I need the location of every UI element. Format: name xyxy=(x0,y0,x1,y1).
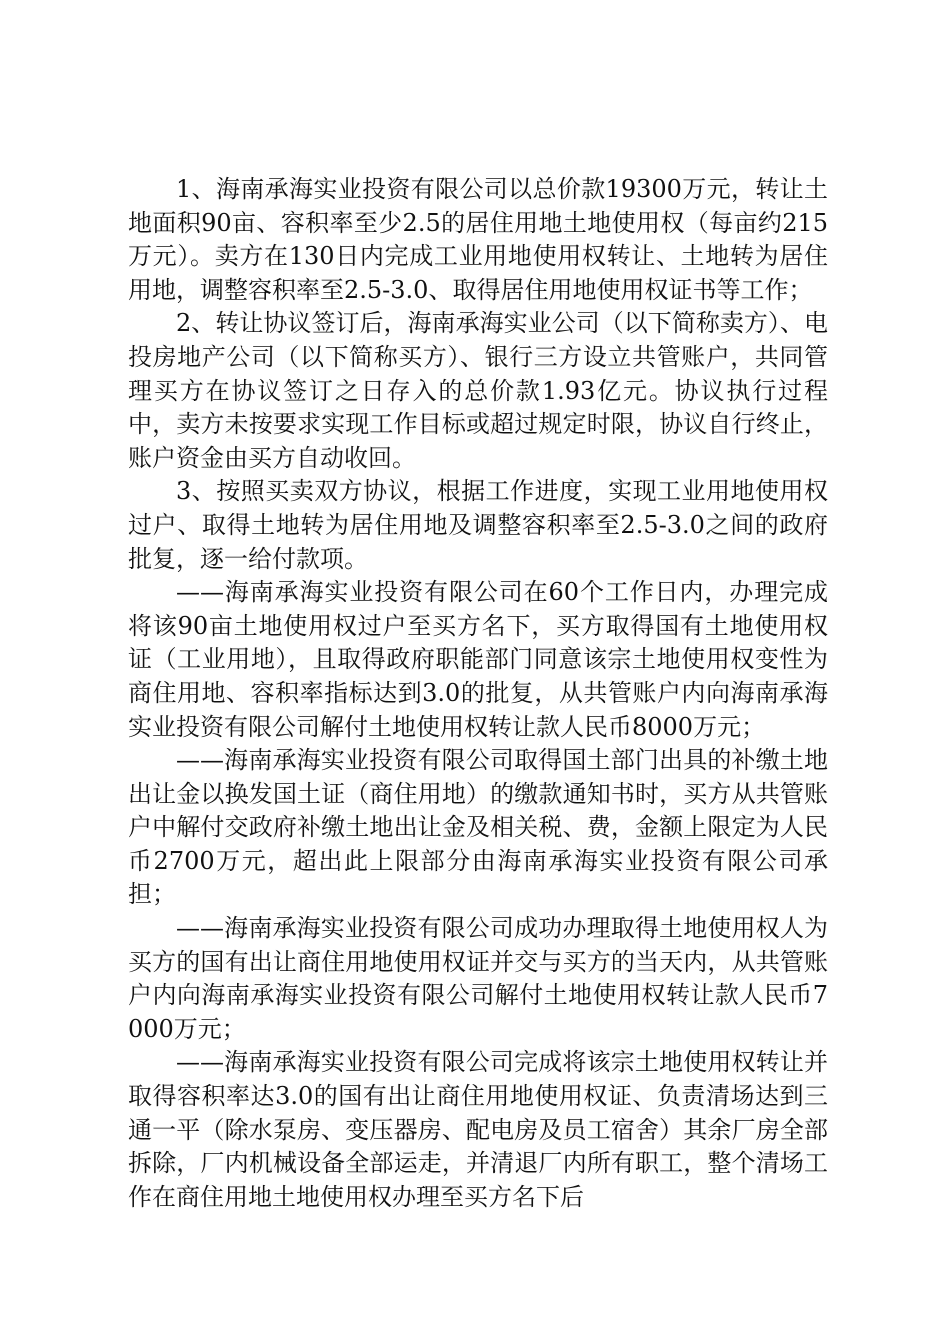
paragraph-5: ——海南承海实业投资有限公司取得国土部门出具的补缴土地出让金以换发国土证（商住用地）的缴款通知书时，买方从共管账户中解付交政府补缴土地出让金及相关税、费，金额上限定为人民币2700万元，超出此上限部分由海南承海实业投资有限公司承担； xyxy=(128,746,828,909)
document-body xyxy=(128,173,828,1214)
paragraph-6: ——海南承海实业投资有限公司成功办理取得土地使用权人为买方的国有出让商住用地使用权证并交与买方的当天内，从共管账户内向海南承海实业投资有限公司解付土地使用权转让款人民币7000万元； xyxy=(128,914,828,1043)
paragraph-1: 1、海南承海实业投资有限公司以总价款19300万元，转让土地面积90亩、容积率至少2.5的居住用地土地使用权（每亩约215万元）。卖方在130日内完成工业用地使用权转让、土地转为居住用地，调整容积率至2.5-3.0、取得居住用地使用权证书等工作； xyxy=(128,175,828,304)
paragraph-3: 3、按照买卖双方协议，根据工作进度，实现工业用地使用权过户、取得土地转为居住用地及调整容积率至2.5-3.0之间的政府批复，逐一给付款项。 xyxy=(128,477,828,573)
paragraph-7: ——海南承海实业投资有限公司完成将该宗土地使用权转让并取得容积率达3.0的国有出让商住用地使用权证、负责清场达到三通一平（除水泵房、变压器房、配电房及员工宿舍）其余厂房全部拆除，厂内机械设备全部运走，并清退厂内所有职工，整个清场工作在商住用地土地使用权办理至买方名下后 xyxy=(128,1048,828,1211)
paragraph-2: 2、转让协议签订后，海南承海实业公司（以下简称卖方）、电投房地产公司（以下简称买方）、银行三方设立共管账户，共同管理买方在协议签订之日存入的总价款1.93亿元。协议执行过程中，卖方未按要求实现工作目标或超过规定时限，协议自行终止，账户资金由买方自动收回。 xyxy=(128,309,828,472)
paragraph-4: ——海南承海实业投资有限公司在60个工作日内，办理完成将该90亩土地使用权过户至买方名下，买方取得国有土地使用权证（工业用地），且取得政府职能部门同意该宗土地使用权变性为商住用地、容积率指标达到3.0的批复，从共管账户内向海南承海实业投资有限公司解付土地使用权转让款人民币8000万元； xyxy=(128,578,828,741)
